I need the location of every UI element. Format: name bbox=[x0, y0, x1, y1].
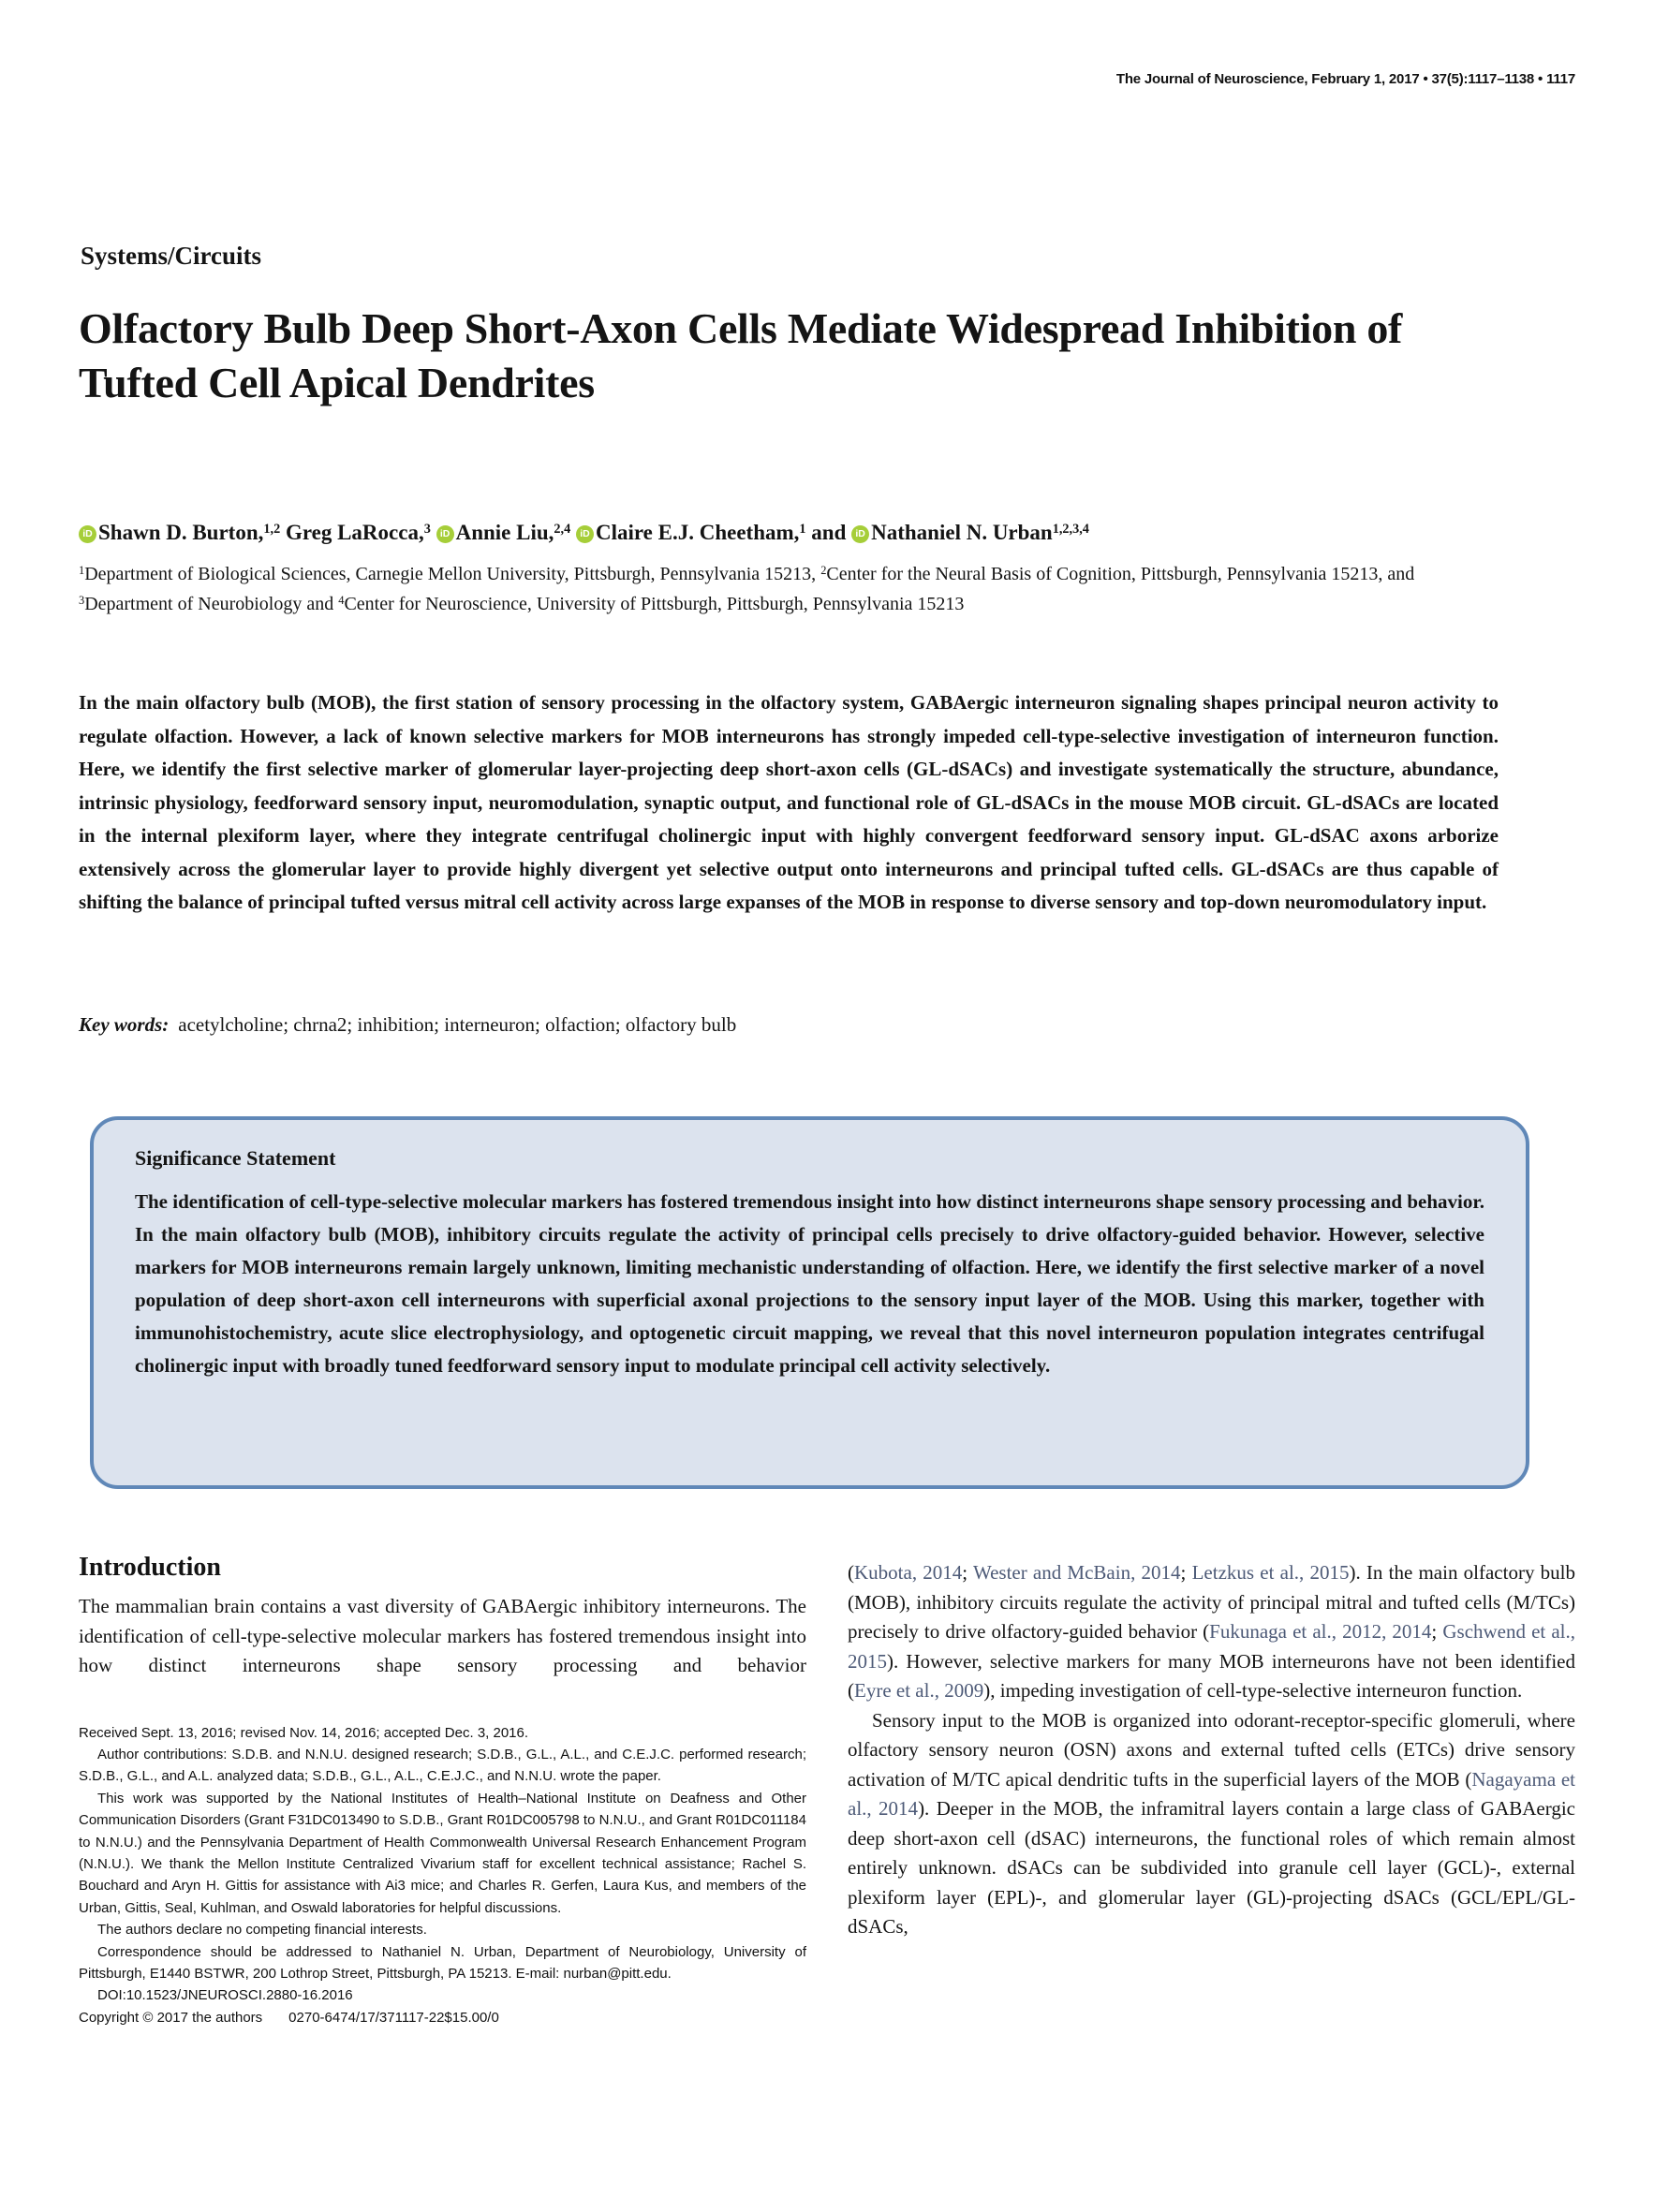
keywords-text: acetylcholine; chrna2; inhibition; interneuron; olfaction; olfactory bulb bbox=[178, 1013, 737, 1036]
orcid-icon[interactable]: iD bbox=[436, 525, 454, 543]
citation-link[interactable]: Fukunaga et al., 2012, 2014 bbox=[1209, 1620, 1432, 1643]
authors-line: iD Shawn D. Burton,$^{1,2}$ Greg LaRocca,$^3$ iD Annie Liu,$^{2,4}$ iD Claire E.J. Cheetham,$^1$ and iD Nathaniel N. Urban$^{1,2,3,4}$ bbox=[79, 521, 1521, 545]
body-paragraph: Sensory input to the MOB is organized into odorant-receptor-specific glomeruli, where olfactory sensory neuron (OSN) axons and external tufted cells (ETCs) drive sensory activation of M/TC apical dendritic tufts in the superficial layers of the MOB (Nagayama et al., 2014). Deeper in the MOB, the inframitral layers contain a large class of GABAergic deep short-axon cell (dSAC) interneurons, the functional roles of which remain almost entirely unknown. dSACs can be subdivided into granule cell layer (GCL)-, external plexiform layer (EPL)-, and glomerular layer (GL)-projecting dSACs (GCL/EPL/GL-dSACs, bbox=[848, 1708, 1575, 1938]
citation-link[interactable]: Letzkus et al., 2015 bbox=[1191, 1561, 1350, 1584]
citation-link[interactable]: Wester and McBain, 2014 bbox=[972, 1561, 1181, 1584]
journal-citation-line: The Journal of Neuroscience, February 1, 2017 • 37(5):1117–1138 • bbox=[1115, 71, 1547, 87]
footnote-copyright bbox=[79, 2007, 806, 2028]
orcid-icon[interactable]: iD bbox=[851, 525, 869, 543]
superscript-ref: 3 bbox=[79, 594, 85, 608]
superscript-ref: 4 bbox=[338, 594, 345, 608]
footnote-contributions: Author contributions: S.D.B. and N.N.U. designed research; S.D.B., G.L., A.L., and C.E.J.C. performed research; S.D.B., G.L., and A.L. analyzed data; S.D.B., G.L., A.L., C.E.J.C., and N.N.U. wrote the paper. bbox=[79, 1746, 806, 1785]
keywords-label: Key words: bbox=[79, 1013, 170, 1036]
footnotes-block bbox=[79, 1722, 806, 2029]
superscript-ref: 3 bbox=[423, 522, 431, 538]
citation-link[interactable]: Gschwend et al., 2015 bbox=[848, 1620, 1575, 1673]
superscript-ref: 1,2 bbox=[263, 522, 281, 538]
citation-link[interactable]: Kubota, 2014 bbox=[854, 1561, 963, 1584]
right-column bbox=[848, 1553, 1575, 2028]
left-column bbox=[79, 1553, 806, 2028]
superscript-ref: 2 bbox=[820, 564, 827, 578]
significance-heading: Significance Statement bbox=[135, 1146, 336, 1170]
superscript-ref: 2,4 bbox=[554, 522, 571, 538]
main-columns bbox=[79, 1553, 1575, 2028]
citation-link[interactable]: Eyre et al., 2009 bbox=[854, 1679, 984, 1702]
intro-paragraph: The mammalian brain contains a vast diversity of GABAergic inhibitory interneurons. The identification of cell-type-selective molecular markers has fostered tremendous insight into how distinct interneurons shape sensory processing and behavior bbox=[79, 1595, 806, 1676]
significance-body: The identification of cell-type-selective molecular markers has fostered tremendous insight into how distinct interneurons shape sensory processing and behavior. In the main olfactory bulb (MOB), inhibitory circuits regulate the activity of principal cells precisely to drive olfactory-guided behavior. However, selective markers for MOB interneurons remain largely unknown, limiting mechanistic understanding of olfaction. Here, we identify the first selective marker of a novel population of deep short-axon cell interneurons with superficial axonal projections to the sensory input layer of the MOB. Using this marker, together with immunohistochemistry, acute slice electrophysiology, and optogenetic circuit mapping, we reveal that this novel interneuron population integrates centrifugal cholinergic input with broadly tuned feedforward sensory input to modulate principal cell activity selectively. bbox=[135, 1190, 1485, 1377]
significance-box bbox=[90, 1116, 1529, 1489]
footnote-doi: DOI:10.1523/JNEUROSCI.2880-16.2016 bbox=[97, 1987, 353, 2004]
affiliations: $^1$Department of Biological Sciences, Carnegie Mellon University, Pittsburgh, Pennsylvania 15213, $^2$Center for the Neural Basis of Cognition, Pittsburgh, Pennsylvania 15213, and $^3$Department of Neurobiology and $^4$Center for Neuroscience, University of Pittsburgh, Pittsburgh, Pennsylvania 15213 bbox=[79, 564, 1415, 614]
footnote-received: Received Sept. 13, 2016; revised Nov. 14, 2016; accepted Dec. 3, 2016. bbox=[79, 1724, 529, 1741]
copyright-text: Copyright © 2017 the authors bbox=[79, 2009, 263, 2026]
keywords-line bbox=[79, 1013, 1499, 1037]
citation-link[interactable]: Nagayama et al., 2014 bbox=[848, 1767, 1575, 1820]
orcid-icon[interactable]: iD bbox=[576, 525, 594, 543]
section-label: Systems/Circuits bbox=[81, 242, 261, 270]
footnote-funding: This work was supported by the National Institutes of Health–National Institute on Deafness and Other Communication Disorders (Grant F31DC013490 to S.D.B., Grant R01DC005798 to N.N.U., and Grant R01DC011184 to N.N.U.) and the Pennsylvania Department of Health Commonwealth Universal Research Enhancement Program (N.N.U.). We thank the Mellon Institute Centralized Vivarium staff for excellent technical assistance; Rachel S. Bouchard and Aryn H. Gittis for assistance with Ai3 mice; and Charles R. Gerfen, Laura Kus, and members of the Urban, Gittis, Seal, Kuhlman, and Oswald laboratories for helpful discussions. bbox=[79, 1790, 806, 1916]
abstract-paragraph: In the main olfactory bulb (MOB), the first station of sensory processing in the olfactory system, GABAergic interneuron signaling shapes principal neuron activity to regulate olfaction. However, a lack of known selective markers for MOB interneurons has strongly impeded cell-type-selective investigation of interneuron function. Here, we identify the first selective marker of glomerular layer-projecting deep short-axon cells (GL-dSACs) and investigate systematically the structure, abundance, intrinsic physiology, feedforward sensory input, neuromodulation, synaptic output, and functional role of GL-dSACs in the mouse MOB circuit. GL-dSACs are located in the internal plexiform layer, where they integrate centrifugal cholinergic input with highly convergent feedforward sensory input. GL-dSAC axons arborize extensively across the glomerular layer to provide highly divergent yet selective output onto interneurons and principal tufted cells. GL-dSACs are thus capable of shifting the balance of principal tufted versus mitral cell activity across large expanses of the MOB in response to diverse sensory and top-down neuromodulatory input. bbox=[79, 691, 1499, 913]
intro-heading: Introduction bbox=[79, 1553, 221, 1582]
superscript-ref: 1 bbox=[799, 522, 806, 538]
page-number: 1117 bbox=[1546, 71, 1575, 87]
footnote-correspondence: Correspondence should be addressed to Nathaniel N. Urban, Department of Neurobiology, University of Pittsburgh, E1440 BSTWR, 200 Lothrop Street, Pittsburgh, PA 15213. E-mail: nurban@pitt.edu. bbox=[79, 1943, 806, 1982]
body-paragraph: (Kubota, 2014; Wester and McBain, 2014; Letzkus et al., 2015). In the main olfactory bulb (MOB), inhibitory circuits regulate the activity of principal mitral and tufted cells (M/TCs) precisely to drive olfactory-guided behavior (Fukunaga et al., 2012, 2014; Gschwend et al., 2015). However, selective markers for many MOB interneurons have not been identified (Eyre et al., 2009), impeding investigation of cell-type-selective interneuron function. bbox=[848, 1561, 1575, 1702]
superscript-ref: 1,2,3,4 bbox=[1052, 522, 1089, 538]
article-title: Olfactory Bulb Deep Short-Axon Cells Mediate Widespread Inhibition of Tufted Cell Apical Dendrites bbox=[79, 304, 1403, 406]
orcid-icon[interactable]: iD bbox=[79, 525, 96, 543]
page-header bbox=[1116, 71, 1575, 87]
superscript-ref: 1 bbox=[79, 564, 85, 578]
issn-code: 0270-6474/17/371117-22$15.00/0 bbox=[288, 2009, 499, 2026]
footnote-disclosure: The authors declare no competing financial interests. bbox=[97, 1922, 427, 1939]
